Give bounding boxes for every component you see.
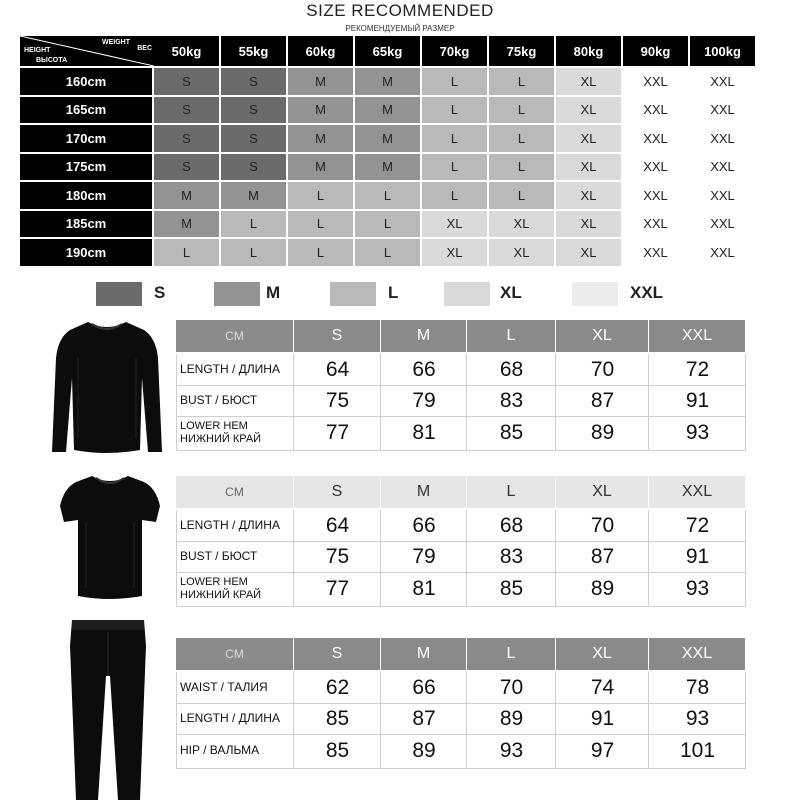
size-cell: XL [489, 211, 554, 238]
measurement-value: 78 [685, 675, 710, 699]
column-divider [293, 510, 294, 606]
size-cell: M [355, 97, 420, 124]
legend-label: L [388, 283, 399, 302]
measurement-value: 93 [499, 739, 524, 762]
row-label-line: LENGTH / ДЛИНА [180, 710, 280, 725]
measurement-value: 93 [685, 421, 710, 444]
row-label-line: LENGTH / ДЛИНА [180, 361, 280, 376]
size-header: L [467, 638, 555, 670]
size-cell: M [154, 182, 219, 209]
measurement-value: 70 [499, 675, 524, 699]
size-cell: S [221, 125, 286, 152]
measurement-value: 79 [412, 544, 436, 568]
size-cell: L [355, 211, 420, 238]
row-label [176, 541, 294, 572]
size-cell: L [489, 68, 554, 95]
measurement-value: 70 [590, 513, 615, 537]
size-header: XL [556, 320, 648, 352]
size-cell: M [221, 182, 286, 209]
table-right-border [745, 510, 746, 606]
measurement-table-short-sleeve-shirt [176, 476, 746, 604]
row-divider [176, 768, 746, 769]
size-cell: S [221, 154, 286, 181]
size-cell: L [288, 182, 353, 209]
size-header: XXL [649, 638, 745, 670]
row-label-line: НИЖНИЙ КРАЙ [180, 433, 262, 445]
size-cell: L [355, 239, 420, 266]
size-cell: XL [422, 239, 487, 266]
column-divider [293, 672, 294, 768]
size-cell: XXL [690, 239, 755, 266]
measurement-value: 89 [499, 706, 524, 730]
row-label [176, 510, 294, 541]
measurement-value: 81 [412, 421, 436, 444]
column-divider [380, 354, 381, 450]
row-label-line: HIP / ВАЛЬМА [180, 743, 260, 758]
measurement-value: 75 [325, 388, 350, 412]
size-cell: L [489, 154, 554, 181]
size-recommendation-grid [20, 36, 760, 266]
measurement-value: 91 [685, 388, 710, 412]
size-cell: M [288, 125, 353, 152]
size-cell: M [355, 125, 420, 152]
measurement-value: 89 [412, 739, 436, 762]
corner-weight-label: WEIGHT [102, 39, 130, 46]
row-label-line: LOWER HEM [180, 576, 248, 589]
legend-label: S [154, 283, 166, 302]
measurement-value: 87 [412, 706, 436, 730]
size-cell: L [489, 182, 554, 209]
size-cell: XXL [690, 182, 755, 209]
column-divider [648, 354, 649, 450]
corner-diagonal-line [20, 36, 154, 66]
size-cell: XXL [623, 97, 688, 124]
size-cell: XXL [623, 239, 688, 266]
size-cell: XXL [690, 97, 755, 124]
height-header: 170cm [20, 125, 152, 152]
measurement-value: 68 [499, 357, 524, 381]
row-label [176, 572, 294, 606]
size-cell: L [422, 154, 487, 181]
size-cell: S [221, 97, 286, 124]
measurement-value: 93 [685, 577, 710, 600]
weight-header: 80kg [556, 36, 621, 66]
legend-swatch [444, 282, 490, 306]
size-header: S [294, 476, 380, 508]
size-cell: L [288, 211, 353, 238]
corner-diagonal [20, 36, 154, 66]
size-header: XL [556, 638, 648, 670]
row-label-line: BUST / БЮСТ [180, 548, 258, 563]
size-cell: M [355, 154, 420, 181]
measurement-value: 87 [590, 544, 615, 568]
row-label-line: WAIST / ТАЛИЯ [180, 679, 268, 694]
legend-swatch [214, 282, 260, 306]
corner-height-ru-label: ВЫСОТА [36, 57, 68, 64]
page-title: SIZE RECOMMENDED [306, 1, 494, 20]
table-right-border [745, 672, 746, 768]
size-cell: XXL [623, 211, 688, 238]
size-cell: XL [556, 239, 621, 266]
weight-header: 50kg [154, 36, 219, 66]
weight-header: 55kg [221, 36, 286, 66]
measurement-value: 66 [412, 513, 436, 537]
measurement-value: 79 [412, 388, 436, 412]
row-divider [176, 606, 746, 607]
column-divider [466, 672, 467, 768]
row-label [176, 672, 294, 703]
height-header: 165cm [20, 97, 152, 124]
size-header: S [294, 638, 380, 670]
height-header: 175cm [20, 154, 152, 181]
row-label [176, 354, 294, 385]
column-divider [466, 354, 467, 450]
measurement-value: 66 [412, 357, 436, 381]
table-left-border [176, 354, 177, 450]
legend-swatch [330, 282, 376, 306]
height-header: 190cm [20, 239, 152, 266]
size-cell: L [489, 125, 554, 152]
row-divider [176, 450, 746, 451]
size-cell: XL [489, 239, 554, 266]
size-cell: L [489, 97, 554, 124]
size-cell: L [422, 182, 487, 209]
weight-header: 100kg [690, 36, 755, 66]
size-cell: M [288, 97, 353, 124]
column-divider [555, 510, 556, 606]
row-label-line: LOWER HEM [180, 420, 248, 433]
measurement-value: 72 [685, 357, 710, 381]
measurement-value: 68 [499, 513, 524, 537]
size-header: L [467, 476, 555, 508]
measurement-value: 77 [325, 421, 350, 444]
size-cell: XXL [623, 125, 688, 152]
size-cell: S [154, 97, 219, 124]
size-cell: XL [556, 125, 621, 152]
size-cell: XL [422, 211, 487, 238]
measurement-value: 85 [499, 577, 524, 600]
unit-header: CM [176, 476, 293, 508]
measurement-value: 85 [325, 706, 350, 730]
legend-swatch [96, 282, 142, 306]
measurement-value: 91 [590, 706, 615, 730]
size-cell: XL [556, 68, 621, 95]
legend-label: XL [500, 283, 522, 302]
table-left-border [176, 510, 177, 606]
size-header: M [381, 320, 466, 352]
size-cell: XL [556, 182, 621, 209]
size-cell: L [422, 68, 487, 95]
size-cell: L [221, 211, 286, 238]
size-header: XXL [649, 476, 745, 508]
legend-label: XXL [630, 283, 664, 302]
measurement-table-long-sleeve-shirt [176, 320, 746, 448]
unit-header: CM [176, 638, 293, 670]
weight-header: 90kg [623, 36, 688, 66]
height-header: 180cm [20, 182, 152, 209]
size-cell: M [288, 154, 353, 181]
size-cell: XL [556, 211, 621, 238]
size-cell: M [355, 68, 420, 95]
size-cell: XXL [623, 154, 688, 181]
measurement-value: 85 [499, 421, 524, 444]
weight-header: 60kg [288, 36, 353, 66]
row-label [176, 734, 294, 768]
column-divider [648, 672, 649, 768]
size-cell: L [422, 125, 487, 152]
measurement-value: 83 [499, 544, 524, 568]
size-cell: S [154, 68, 219, 95]
row-label-line: BUST / БЮСТ [180, 392, 258, 407]
legend-swatch [572, 282, 618, 306]
legend-label: M [266, 283, 281, 302]
measurement-value: 93 [685, 706, 710, 730]
size-header: L [467, 320, 555, 352]
measurement-value: 64 [325, 357, 350, 381]
size-cell: L [422, 97, 487, 124]
column-divider [293, 354, 294, 450]
size-cell: XL [556, 154, 621, 181]
measurement-value: 77 [325, 577, 350, 600]
size-cell: XL [556, 97, 621, 124]
size-cell: L [221, 239, 286, 266]
size-cell: L [154, 239, 219, 266]
size-cell: XXL [690, 154, 755, 181]
size-cell: L [355, 182, 420, 209]
row-label [176, 416, 294, 450]
size-cell: M [288, 68, 353, 95]
size-cell: XXL [690, 125, 755, 152]
measurement-value: 64 [325, 513, 350, 537]
table-right-border [745, 354, 746, 450]
measurement-table-pants [176, 638, 746, 766]
table-left-border [176, 672, 177, 768]
height-header: 160cm [20, 68, 152, 95]
measurement-value: 75 [325, 544, 350, 568]
pants-image [62, 616, 154, 800]
weight-header: 65kg [355, 36, 420, 66]
row-label [176, 385, 294, 416]
measurement-value: 81 [412, 577, 436, 600]
size-cell: S [154, 154, 219, 181]
measurement-value: 89 [590, 577, 615, 600]
corner-weight-ru-label: ВЕС [137, 45, 152, 52]
column-divider [380, 510, 381, 606]
row-label-line: LENGTH / ДЛИНА [180, 517, 280, 532]
size-header: S [294, 320, 380, 352]
measurement-value: 83 [499, 388, 524, 412]
column-divider [648, 510, 649, 606]
size-cell: S [154, 125, 219, 152]
column-divider [466, 510, 467, 606]
measurement-value: 85 [325, 739, 350, 762]
row-label-line: НИЖНИЙ КРАЙ [180, 589, 262, 601]
column-divider [555, 354, 556, 450]
page-subtitle: РЕКОМЕНДУЕМЫЙ РАЗМЕР [345, 24, 455, 33]
size-header: XXL [649, 320, 745, 352]
size-cell: XXL [690, 68, 755, 95]
size-cell: S [221, 68, 286, 95]
weight-header: 75kg [489, 36, 554, 66]
measurement-value: 72 [685, 513, 710, 537]
size-header: M [381, 638, 466, 670]
height-header: 185cm [20, 211, 152, 238]
measurement-value: 87 [590, 388, 615, 412]
size-header: M [381, 476, 466, 508]
row-label [176, 703, 294, 734]
size-cell: XXL [690, 211, 755, 238]
measurement-value: 89 [590, 421, 615, 444]
size-cell: XXL [623, 68, 688, 95]
measurement-value: 91 [685, 544, 710, 568]
size-cell: M [154, 211, 219, 238]
column-divider [555, 672, 556, 768]
size-cell: L [288, 239, 353, 266]
measurement-value: 74 [590, 675, 615, 699]
size-cell: XXL [623, 182, 688, 209]
unit-header: CM [176, 320, 293, 352]
weight-header: 70kg [422, 36, 487, 66]
short-sleeve-shirt-image [58, 472, 162, 600]
measurement-value: 70 [590, 357, 615, 381]
column-divider [380, 672, 381, 768]
long-sleeve-shirt-image [48, 318, 166, 456]
measurement-value: 101 [679, 739, 716, 762]
measurement-value: 97 [590, 739, 615, 762]
measurement-value: 62 [325, 675, 350, 699]
corner-height-label: HEIGHT [24, 47, 51, 54]
size-header: XL [556, 476, 648, 508]
measurement-value: 66 [412, 675, 436, 699]
grid-corner-header [20, 36, 154, 66]
